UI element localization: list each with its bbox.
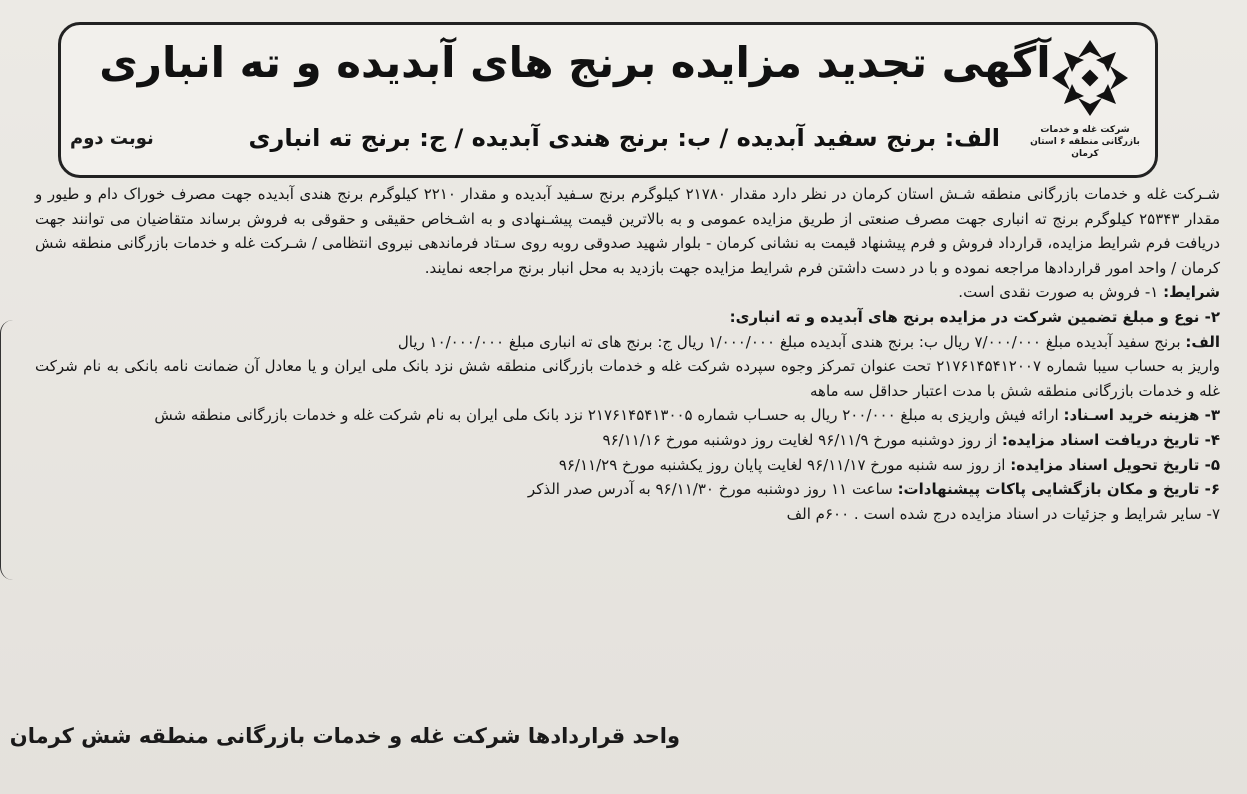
condition-2-a xyxy=(35,330,1220,355)
company-logo-icon xyxy=(1050,38,1130,118)
condition-5-label: ۵- تاریخ تحویل اسناد مزایده: xyxy=(1010,455,1220,474)
condition-2-a-label: الف: xyxy=(1185,332,1220,351)
condition-1 xyxy=(35,280,1220,305)
condition-4-label: ۴- تاریخ دریافت اسناد مزایده: xyxy=(1001,430,1220,449)
notice-body xyxy=(35,182,1220,526)
notice-title: آگهی تجدید مزایده برنج های آبدیده و ته انباری xyxy=(99,38,1051,87)
condition-6 xyxy=(35,477,1220,502)
condition-3 xyxy=(35,403,1220,428)
signature-line: واحد قراردادها شرکت غله و خدمات بازرگانی منطقه شش کرمان xyxy=(9,724,680,748)
condition-7: ۷- سایر شرایط و جزئیات در اسناد مزایده درج شده است . ۶۰۰م الف xyxy=(786,504,1220,523)
condition-5-text: از روز سه شنبه مورخ ۹۶/۱۱/۱۷ لغایت پایان روز یکشنبه مورخ ۹۶/۱۱/۲۹ xyxy=(558,455,1006,474)
margin-mark xyxy=(0,320,13,580)
condition-1-text: ۱- فروش به صورت نقدی است. xyxy=(958,283,1159,302)
condition-6-label: ۶- تاریخ و مکان بازگشایی پاکات پیشنهادات: xyxy=(897,480,1220,499)
logo-caption: شرکت غله و خدمات بازرگانی منطقه ۶ استان کرمان xyxy=(1030,125,1140,159)
conditions-label: شرایط: xyxy=(1163,283,1220,302)
notice-subtitle: الف: برنج سفید آبدیده / ب: برنج هندی آبدیده / ج: برنج ته انباری xyxy=(248,124,1000,152)
condition-3-label: ۳- هزینه خرید اسـناد: xyxy=(1063,406,1220,425)
condition-2-title: ۲- نوع و مبلغ تضمین شرکت در مزایده برنج های آبدیده و ته انباری: xyxy=(729,307,1220,326)
condition-2-a-text: برنج سفید آبدیده مبلغ ۷/۰۰۰/۰۰۰ ریال ب: برنج هندی آبدیده مبلغ ۱/۰۰۰/۰۰۰ ریال ج: برنج های ته انباری مبلغ ۱۰/۰۰۰/۰۰۰ ریال xyxy=(397,332,1181,351)
intro-paragraph: شـرکت غله و خدمات بازرگانی منطقه شـش استان کرمان در نظر دارد مقدار ۲۱۷۸۰ کیلوگرم برنج سـفید آبدیده و مقدار ۲۲۱۰ کیلوگرم برنج هندی آبدیده جهت مصرف خوراک دام و طیور و مقدار ۲۵۳۴۳ کیلوگرم برنج ته انباری جهت مصرف صنعتی از طریق مزایده عمومی و به بالاترین قیمت پیشـنهادی و به اشـخاص حقیقی و حقوقی به فروش برساند متقاضیان می توانند جهت دریافت فرم شرایط مزایده، قرارداد فروش و فرم پیشنهاد قیمت به نشانی کرمان - بلوار شهید صدوقی روبه روی سـتاد فرماندهی نیروی انتظامی / شـرکت غله و خدمات بازرگانی منطقه شش کرمان / واحد امور قراردادها مراجعه نموده و با در دست داشتن فرم شرایط مزایده جهت بازدید به محل انبار برنج مراجعه نمایند. xyxy=(35,185,1220,277)
condition-3-text: ارائه فیش واریزی به مبلغ ۲۰۰/۰۰۰ ریال به حسـاب شماره ۲۱۷۶۱۴۵۴۱۳۰۰۵ نزد بانک ملی ایران به نام شرکت غله و خدمات بازرگانی منطقه شش xyxy=(154,406,1059,425)
publication-round: نوبت دوم xyxy=(70,128,154,149)
condition-2-b: واریز به حساب سیبا شماره ۲۱۷۶۱۴۵۴۱۲۰۰۷ تحت عنوان تمرکز وجوه سپرده شرکت غله و خدمات بازرگانی منطقه شش نزد بانک ملی ایران و یا معادل آن ضمانت نامه بانکی به نام شرکت غله و خدمات بازرگانی منطقه شش با مدت اعتبار حداقل سه ماهه xyxy=(35,357,1220,400)
condition-4 xyxy=(35,428,1220,453)
condition-5 xyxy=(35,453,1220,478)
condition-6-text: ساعت ۱۱ روز دوشنبه مورخ ۹۶/۱۱/۳۰ به آدرس صدر الذکر xyxy=(527,480,893,499)
condition-4-text: از روز دوشنبه مورخ ۹۶/۱۱/۹ لغایت روز دوشنبه مورخ ۹۶/۱۱/۱۶ xyxy=(602,430,998,449)
